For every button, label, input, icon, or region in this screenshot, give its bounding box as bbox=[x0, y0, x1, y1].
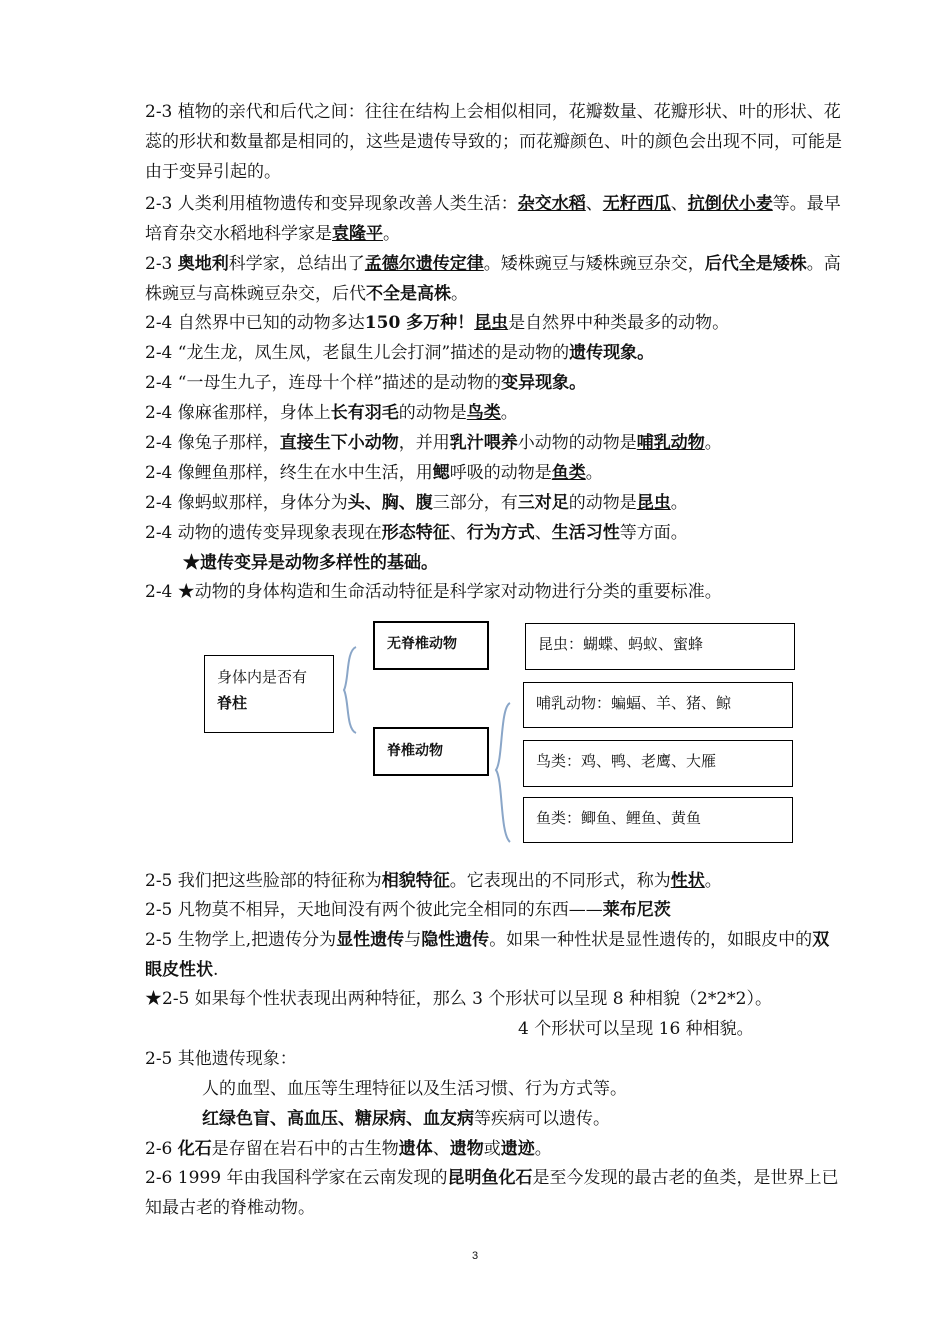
text-segment: 无籽西瓜 bbox=[602, 194, 671, 214]
text-segment: 昆虫 bbox=[474, 313, 509, 333]
text-segment: 。 bbox=[451, 284, 468, 304]
text-segment: 。 bbox=[534, 1139, 552, 1159]
text-segment: 或 bbox=[483, 1139, 501, 1159]
text-line bbox=[202, 1104, 902, 1134]
text-segment: 奥地利 bbox=[177, 254, 229, 274]
text-segment: 等。最早培育杂交水稻地科学家是 bbox=[145, 194, 841, 244]
text-segment: 生活习性 bbox=[551, 523, 620, 543]
text-segment: 2-3 人类利用植物遗传和变异现象改善人类生活： bbox=[145, 194, 518, 214]
text-segment: 2-5 凡物莫不相异，天地间没有两个彼此完全相同的东西—— bbox=[145, 900, 603, 920]
text-segment: 袁隆平 bbox=[332, 224, 383, 244]
text-segment: 2-4 像鲤鱼那样，终生在水中生活，用 bbox=[145, 463, 433, 483]
text-segment: 2-4 ★动物的身体构造和生命活动特征是科学家对动物进行分类的重要标准。 bbox=[145, 582, 722, 602]
text-line bbox=[145, 925, 845, 985]
invertebrate-box: 无脊椎动物 bbox=[373, 621, 489, 670]
text-segment: 。高株豌豆与高株豌豆杂交，后代 bbox=[145, 254, 841, 304]
text-segment: 双眼皮性状 bbox=[145, 930, 830, 980]
text-segment: ★遗传变异是动物多样性的基础。 bbox=[183, 553, 438, 573]
text-segment: 抗倒伏小麦 bbox=[687, 194, 773, 214]
text-segment: 隐性遗传 bbox=[421, 930, 490, 950]
text-segment: 相貌特征 bbox=[381, 871, 450, 891]
vertebrate-box: 脊椎动物 bbox=[373, 727, 489, 776]
text-line bbox=[145, 984, 845, 1014]
text-segment: 的动物是 bbox=[568, 493, 637, 513]
text-segment: 2-3 bbox=[145, 254, 178, 274]
mammals-box: 哺乳动物：蝙蝠、羊、猪、鲸 bbox=[523, 682, 793, 728]
text-segment: 杂交水稻 bbox=[517, 194, 586, 214]
text-segment: 2-3 植物的亲代和后代之间：往往在结构上会相似相同，花瓣数量、花瓣形状、叶的形状、花蕊的形状和数量都是相同的，这些是遗传导致的；而花瓣颜色、叶的颜色会出现不同，可能是由于变异引起的。 bbox=[145, 102, 842, 182]
text-segment: 2-5 其他遗传现象： bbox=[145, 1049, 297, 1069]
text-segment: 2-4 自然界中已知的动物多达 bbox=[145, 313, 365, 333]
text-segment: 、 bbox=[534, 523, 552, 543]
text-segment: 2-4 “一母生九子，连母十个样”描述的是动物的 bbox=[145, 373, 502, 393]
text-segment: 。 bbox=[704, 433, 722, 453]
text-segment: 2-4 像蚂蚁那样，身体分为 bbox=[145, 493, 348, 513]
text-segment: 等方面。 bbox=[619, 523, 688, 543]
text-segment: 后代全是矮株 bbox=[704, 254, 807, 274]
text-segment: 鳃 bbox=[432, 463, 450, 483]
text-segment: 昆虫 bbox=[636, 493, 671, 513]
text-segment: 2-5 生物学上,把遗传分为 bbox=[145, 930, 337, 950]
text-line bbox=[145, 895, 845, 925]
text-line bbox=[202, 1074, 902, 1104]
text-segment: 乳汁喂养 bbox=[449, 433, 518, 453]
text-segment: ★2-5 如果每个性状表现出两种特征，那么 3 个形状可以呈现 8 种相貌（2*2*2）。 bbox=[145, 989, 772, 1009]
root-text-line1: 身体内是否有 bbox=[217, 668, 308, 686]
text-segment: . bbox=[213, 960, 219, 980]
text-segment: 鱼类 bbox=[551, 463, 586, 483]
text-segment: 行为方式 bbox=[466, 523, 535, 543]
text-segment: 、 bbox=[432, 1139, 450, 1159]
text-segment: 小动物的动物是 bbox=[517, 433, 637, 453]
text-segment: 遗迹 bbox=[500, 1139, 535, 1159]
text-segment: 科学家，总结出了 bbox=[228, 254, 365, 274]
text-line bbox=[145, 1134, 845, 1164]
brace-vertebrate bbox=[496, 703, 510, 842]
text-segment: 头、胸、腹 bbox=[347, 493, 433, 513]
text-segment: 。如果一种性状是显性遗传的，如眼皮中的 bbox=[489, 930, 813, 950]
text-segment: 遗体 bbox=[398, 1139, 433, 1159]
text-segment: 遗物 bbox=[449, 1139, 484, 1159]
text-segment: 是至今发现的最古老的鱼类，是世界上已知最古老的脊椎动物。 bbox=[145, 1168, 839, 1218]
text-segment: 。它表现出的不同形式，称为 bbox=[449, 871, 671, 891]
text-segment: 2-4 动物的遗传变异现象表现在 bbox=[145, 523, 382, 543]
text-segment: 。 bbox=[585, 463, 603, 483]
text-segment: 4 个形状可以呈现 16 种相貌。 bbox=[518, 1019, 754, 1039]
text-segment: 。 bbox=[704, 871, 722, 891]
text-segment: 鸟类 bbox=[466, 403, 501, 423]
text-segment: 人的血型、血压等生理特征以及生活习惯、行为方式等。 bbox=[202, 1079, 627, 1099]
text-segment: 2-5 我们把这些脸部的特征称为 bbox=[145, 871, 382, 891]
text-line bbox=[518, 1014, 818, 1044]
text-segment: 形态特征 bbox=[381, 523, 450, 543]
text-segment: 150 多万种！ bbox=[364, 313, 475, 333]
text-segment: 2-6 bbox=[145, 1139, 178, 1159]
birds-box: 鸟类：鸡、鸭、老鹰、大雁 bbox=[523, 740, 793, 787]
text-segment: 变异现象。 bbox=[501, 373, 587, 393]
text-segment: 显性遗传 bbox=[336, 930, 405, 950]
text-segment: 三对足 bbox=[517, 493, 569, 513]
text-segment: 的动物是 bbox=[398, 403, 467, 423]
text-segment: 。 bbox=[670, 493, 688, 513]
text-segment: 与 bbox=[404, 930, 422, 950]
text-line bbox=[145, 866, 845, 896]
text-segment: 2-4 “龙生龙，凤生凤，老鼠生儿会打洞”描述的是动物的 bbox=[145, 343, 570, 363]
text-segment: 三部分，有 bbox=[432, 493, 518, 513]
text-segment: ，并用 bbox=[398, 433, 450, 453]
insects-box: 昆虫：蝴蝶、蚂蚁、蜜蜂 bbox=[525, 623, 795, 670]
text-segment: 遗传现象。 bbox=[569, 343, 655, 363]
text-segment: 呼吸的动物是 bbox=[449, 463, 552, 483]
text-segment: 哺乳动物 bbox=[636, 433, 705, 453]
text-segment: 2-6 1999 年由我国科学家在云南发现的 bbox=[145, 1168, 448, 1188]
text-segment: 莱布尼茨 bbox=[602, 900, 671, 920]
text-segment: 孟德尔遗传定律 bbox=[364, 254, 484, 274]
text-segment: 是自然界中种类最多的动物。 bbox=[508, 313, 730, 333]
text-segment: 2-4 像兔子那样， bbox=[145, 433, 280, 453]
text-segment: 2-4 像麻雀那样，身体上 bbox=[145, 403, 331, 423]
page-number: 3 bbox=[471, 1250, 479, 1262]
root-text-line2: 脊柱 bbox=[217, 694, 248, 712]
text-segment: 。 bbox=[383, 224, 400, 244]
text-segment: 直接生下小动物 bbox=[279, 433, 399, 453]
text-segment: 长有羽毛 bbox=[330, 403, 399, 423]
text-segment: 、 bbox=[449, 523, 467, 543]
text-segment: 是存留在岩石中的古生物 bbox=[211, 1139, 399, 1159]
text-segment: 不全是高株 bbox=[366, 284, 451, 304]
text-segment: 、 bbox=[585, 194, 603, 214]
text-line bbox=[145, 1044, 845, 1074]
text-segment: 。 bbox=[500, 403, 518, 423]
text-segment: 昆明鱼化石 bbox=[447, 1168, 533, 1188]
fish-box: 鱼类：鲫鱼、鲤鱼、黄鱼 bbox=[523, 797, 793, 843]
text-line bbox=[145, 1163, 845, 1223]
text-segment: 性状 bbox=[670, 871, 705, 891]
text-segment: 红绿色盲、高血压、糖尿病、血友病 bbox=[202, 1109, 474, 1129]
text-segment: 化石 bbox=[177, 1139, 212, 1159]
text-segment: 等疾病可以遗传。 bbox=[474, 1109, 610, 1129]
text-segment: 。矮株豌豆与矮株豌豆杂交， bbox=[483, 254, 705, 274]
brace-root bbox=[344, 647, 356, 733]
text-segment: 、 bbox=[670, 194, 688, 214]
